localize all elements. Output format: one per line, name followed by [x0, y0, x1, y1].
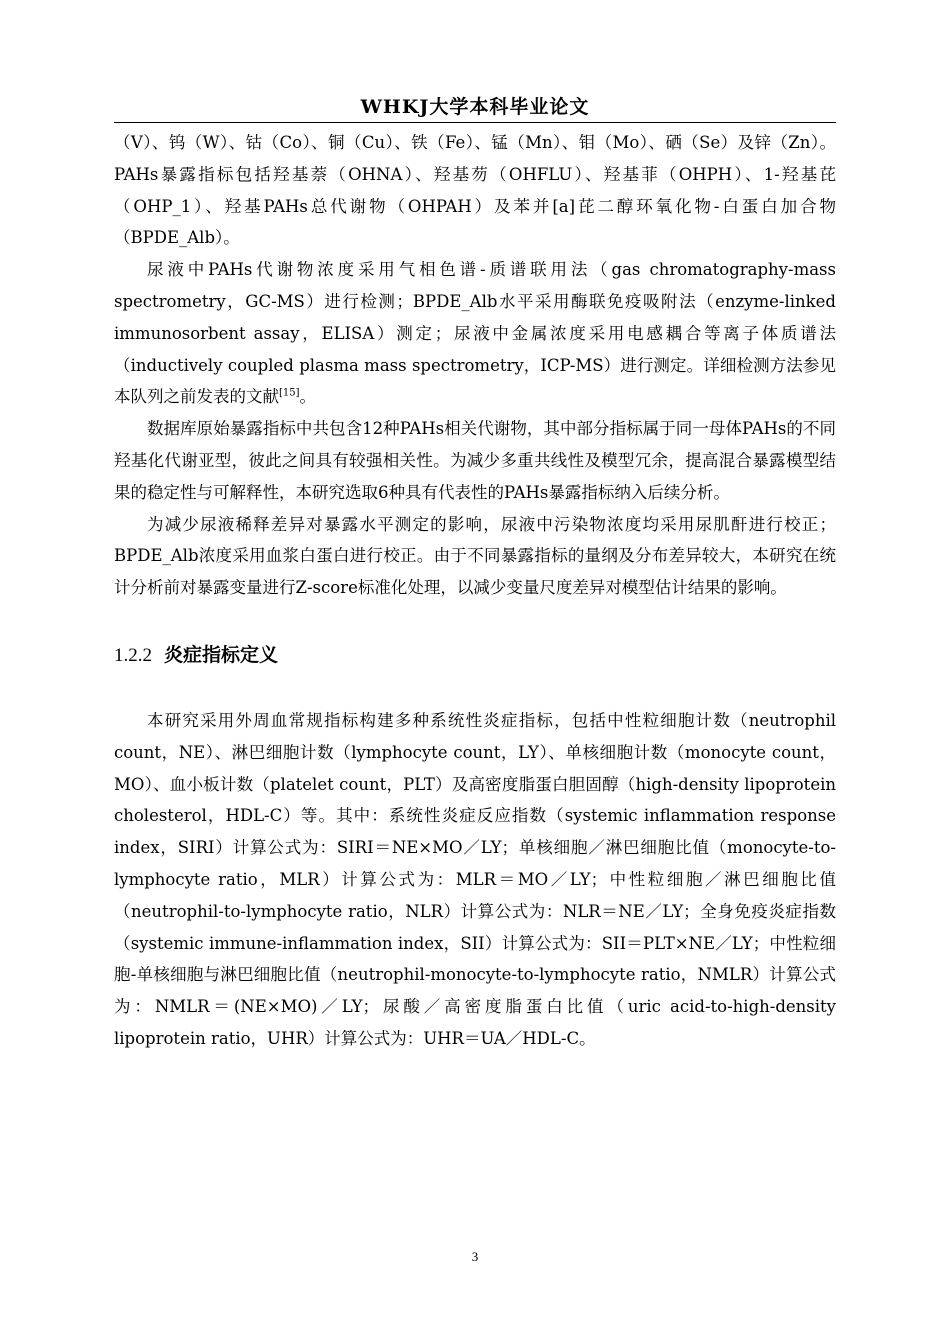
- paragraph-detection-methods: [114, 254, 836, 413]
- paragraph-inflammation-indices: 本研究采用外周血常规指标构建多种系统性炎症指标，包括中性粒细胞计数（neutrophil count，NE）、淋巴细胞计数（lymphocyte count，LY）、单核细胞计数（monocyte count，MO）、血小板计数（platelet count，PLT）及高密度脂蛋白胆固醇（high-density lipoprotein cholesterol，HDL-C）等。其中：系统性炎症反应指数（systemic inflammation response index，SIRI）计算公式为：SIRI＝NE×MO／LY；单核细胞／淋巴细胞比值（monocyte-to-lymphocyte ratio，MLR）计算公式为：MLR＝MO／LY；中性粒细胞／淋巴细胞比值（neutrophil-to-lymphocyte ratio，NLR）计算公式为：NLR＝NE／LY；全身免疫炎症指数（systemic immune-inflammation index，SII）计算公式为：SII＝PLT×NE／LY；中性粒细胞-单核细胞与淋巴细胞比值（neutrophil-monocyte-to-lymphocyte ratio，NMLR）计算公式为：NMLR＝(NE×MO)／LY；尿酸／高密度脂蛋白比值（uric acid-to-high-density lipoprotein ratio，UHR）计算公式为：UHR＝UA／HDL-C。: [114, 710, 836, 1048]
- section-title: 炎症指标定义: [164, 643, 279, 666]
- detection-methods-text: 尿液中PAHs代谢物浓度采用气相色谱-质谱联用法（gas chromatography-mass spectrometry，GC-MS）进行检测；BPDE_Alb水平采用酶联免疫吸附法（enzyme-linked immunosorbent assay，ELISA）测定；尿液中金属浓度采用电感耦合等离子体质谱法（inductively coupled plasma mass spectrometry，ICP-MS）进行测定。详细检测方法参见本队列之前发表的文献: [114, 260, 836, 407]
- page-number: 3: [471, 1249, 479, 1264]
- citation-reference: [15]: [279, 387, 300, 399]
- paragraph-exposure-indicators: （V）、钨（W）、钴（Co）、铜（Cu）、铁（Fe）、锰（Mn）、钼（Mo）、硒（Se）及锌（Zn）。PAHs暴露指标包括羟基萘（OHNA）、羟基芴（OHFLU）、羟基菲（OHPH）、1-羟基芘（OHP_1）、羟基PAHs总代谢物（OHPAH）及苯并[a]芘二醇环氧化物-白蛋白加合物（BPDE_Alb）。: [114, 133, 836, 248]
- section-heading: [114, 640, 836, 671]
- paragraph-normalization: 为减少尿液稀释差异对暴露水平测定的影响，尿液中污染物浓度均采用尿肌酐进行校正；BPDE_Alb浓度采用血浆白蛋白进行校正。由于不同暴露指标的量纲及分布差异较大，本研究在统计分析前对暴露变量进行Z-score标准化处理，以减少变量尺度差异对模型估计结果的影响。: [114, 514, 836, 598]
- document-body: [114, 127, 836, 1055]
- detection-methods-end: 。: [299, 387, 317, 407]
- paragraph-indicator-selection: 数据库原始暴露指标中共包含12种PAHs相关代谢物，其中部分指标属于同一母体PAHs的不同羟基化代谢亚型，彼此之间具有较强相关性。为减少多重共线性及模型冗余，提高混合暴露模型结果的稳定性与可解释性，本研究选取6种具有代表性的PAHs暴露指标纳入后续分析。: [114, 419, 836, 502]
- page-header: [114, 92, 836, 123]
- header-title: WHKJ大学本科毕业论文: [360, 96, 590, 118]
- section-number: 1.2.2: [114, 644, 152, 666]
